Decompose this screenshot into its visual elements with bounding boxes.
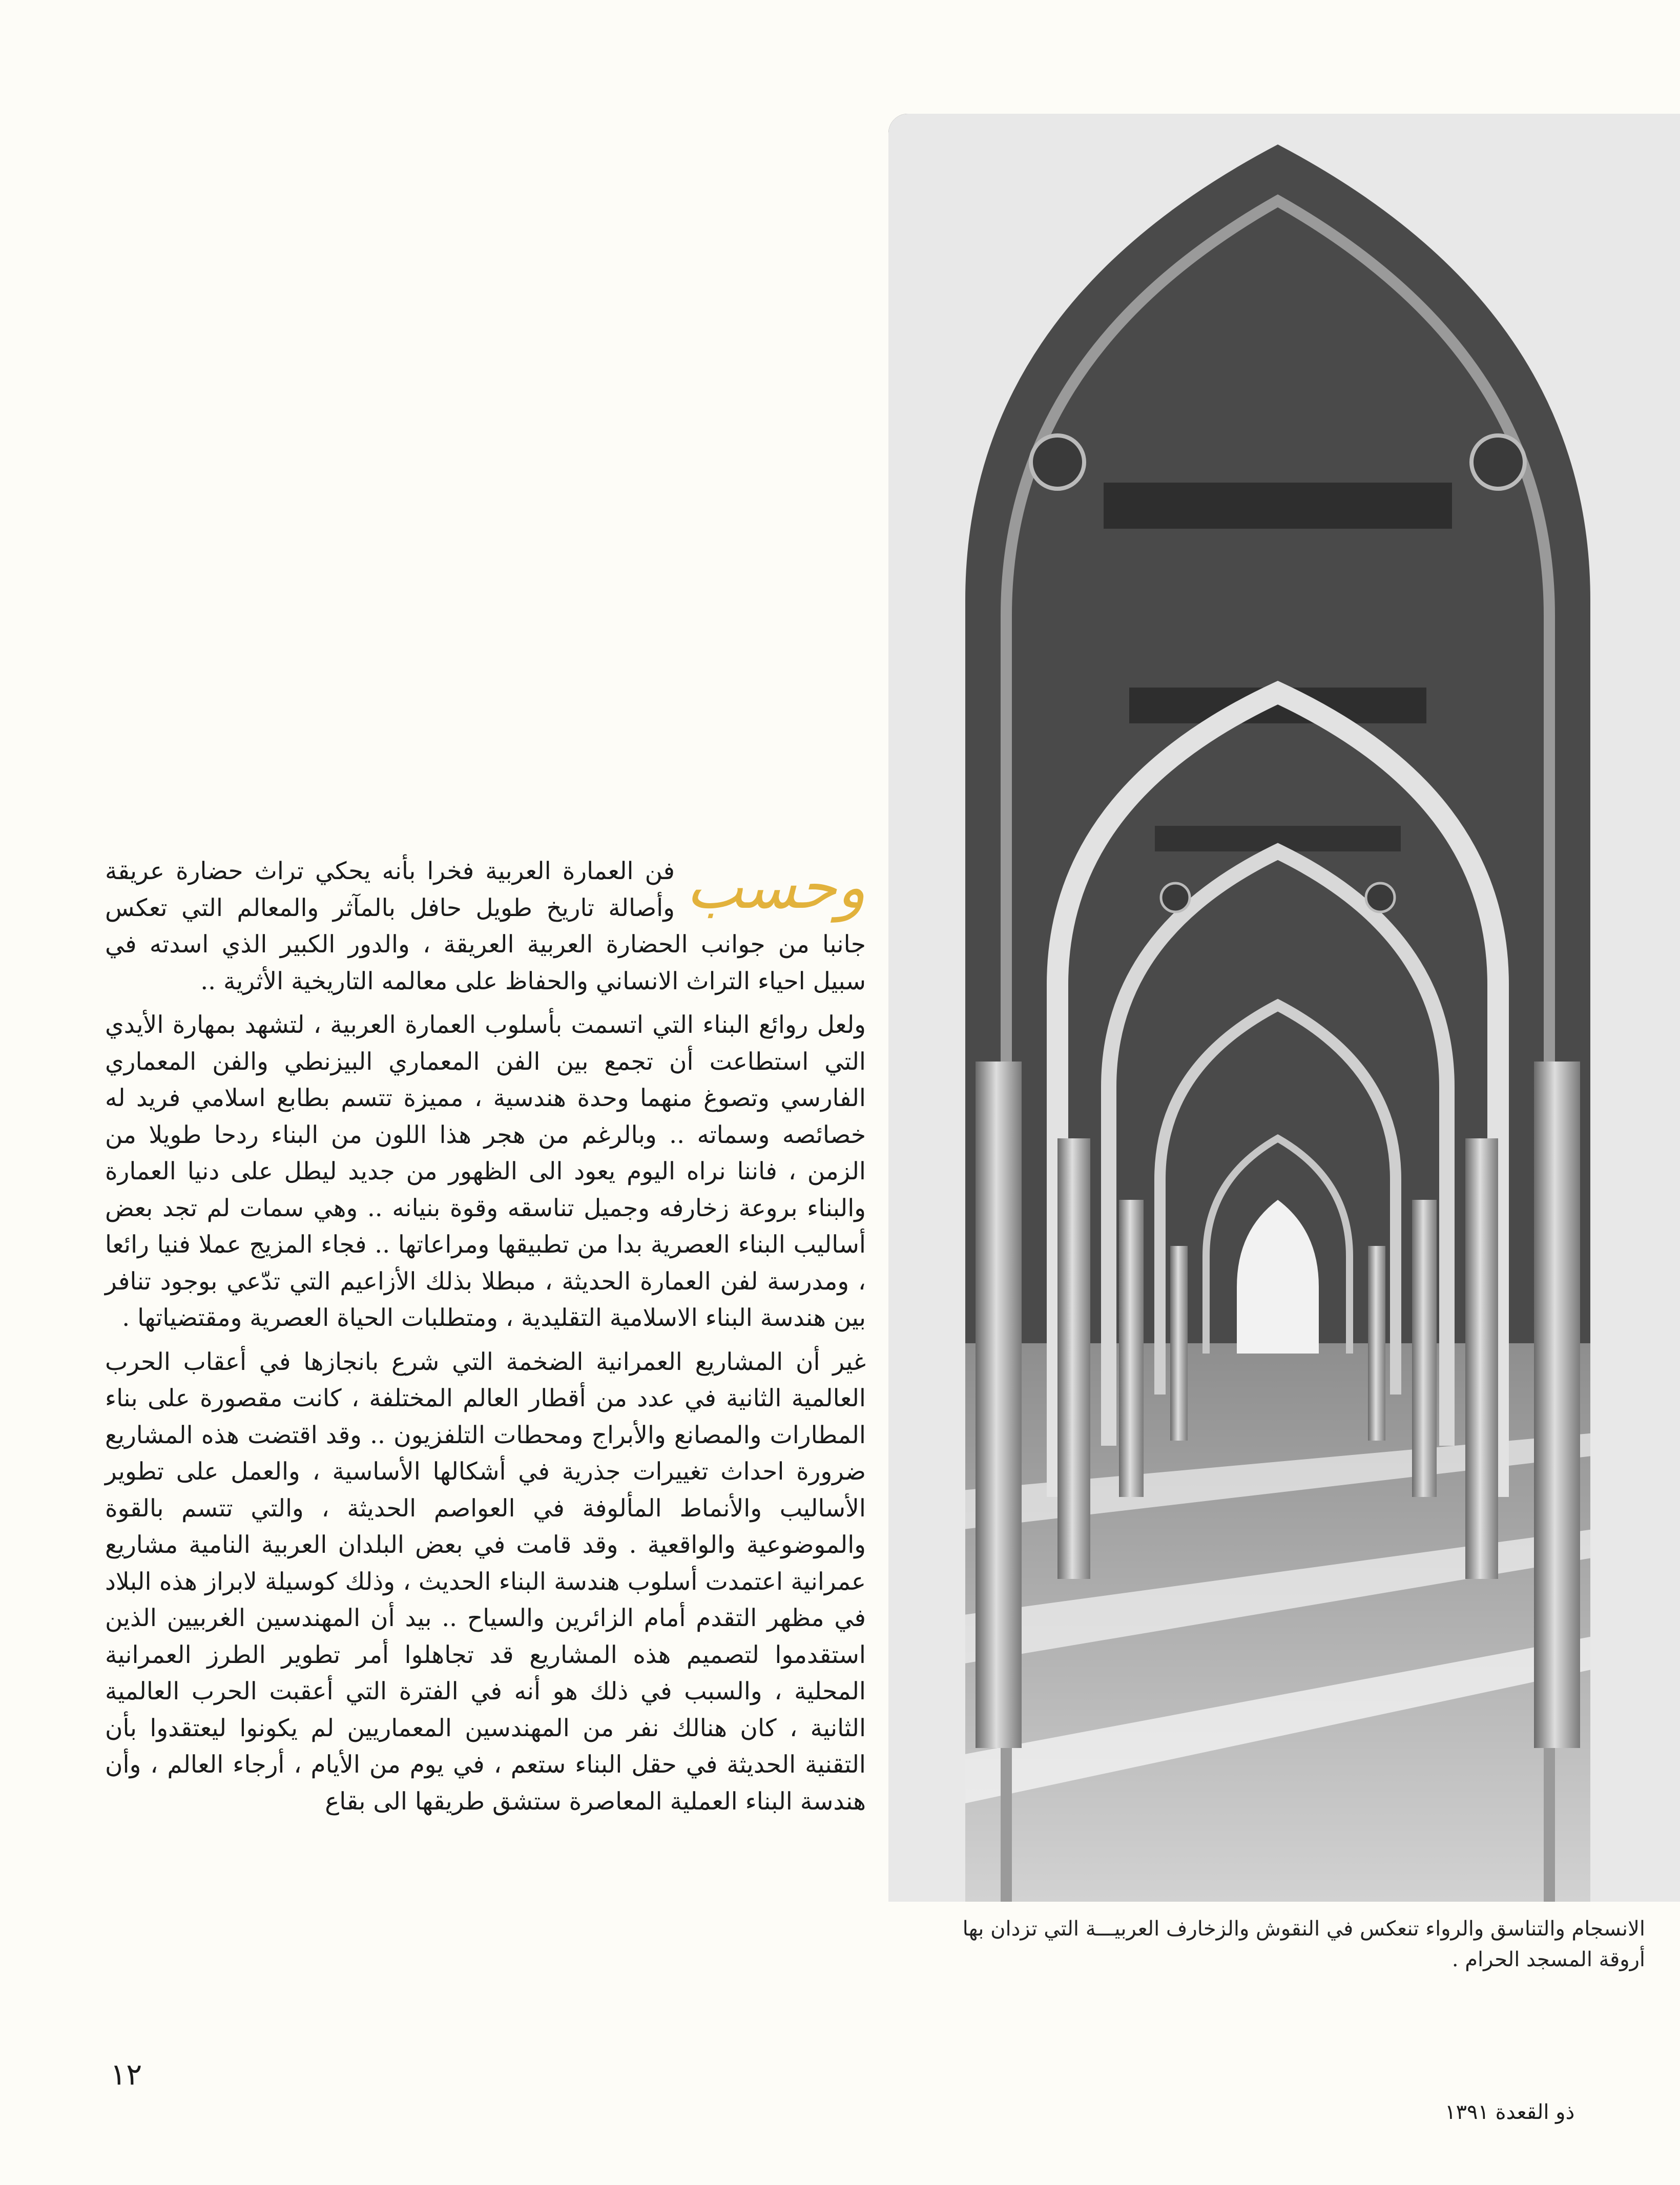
caption-line-2: أروقة المسجد الحرام .	[1451, 1948, 1645, 1971]
arcade-illustration	[888, 114, 1680, 1902]
article-paragraph-3: غير أن المشاريع العمرانية الضخمة التي شرع بانجازها في أعقاب الحرب العالمية الثانية في عدد من أقطار العالم المختلفة ، كانت مقصورة على بناء المطارات والمصانع والأبراج ومحطات التلفزيون .. وقد اقتضت هذه المشاريع ضرورة احداث تغييرات جذرية في أشكالها الأساسية ، والعمل على تطوير الأساليب والأنماط المألوفة في العواصم الحديثة ، والتي تتسم بالقوة والموضوعية والواقعية . وقد قامت في بعض البلدان العربية النامية مشاريع عمرانية اعتمدت أسلوب هندسة البناء الحديث ، وذلك كوسيلة لابراز هذه البلاد في مظهر التقدم أمام الزائرين والسياح .. بيد أن المهندسين الغربيين الذين استقدموا لتصميم هذه المشاريع قد تجاهلوا أمر تطوير الطرز العمرانية المحلية ، والسبب في ذلك هو أنه في الفترة التي أعقبت الحرب العالمية الثانية ، كان هنالك نفر من المهندسين المعماريين لم يكونوا ليعتقدوا بأن التقنية الحديثة في حقل البناء ستعم ، في يوم من الأيام ، أرجاء العالم ، وأن هندسة البناء العملية المعاصرة ستشق طريقها الى بقاع	[105, 1347, 866, 1816]
photo-caption	[889, 1913, 1645, 1975]
article-body	[105, 853, 866, 1820]
article-paragraph-1	[105, 853, 866, 1000]
article-paragraph-2: ولعل روائع البناء التي اتسمت بأسلوب العمارة العربية ، لتشهد بمهارة الأيدي التي استطاعت أن تجمع بين الفن المعماري البيزنطي والفن المعماري الفارسي وتصوغ منهما وحدة هندسية ، مميزة تتسم بطابع اسلامي فريد له خصائصه وسماته .. وبالرغم من هجر هذا اللون من البناء ردحا طويلا من الزمن ، فاننا نراه اليوم يعود الى الظهور من جديد ليطل على دنيا العمارة والبناء بروعة زخارفه وجميل تناسقه وقوة بنيانه .. وهي سمات لم تجد بعض أساليب البناء العصرية بدا من تطبيقها ومراعاتها .. فجاء المزيج عملا فنيا رائعا ، ومدرسة لفن العمارة الحديثة ، مبطلا بذلك الأزاعيم التي تدّعي بوجود تنافر بين هندسة البناء الاسلامية التقليدية ، ومتطلبات الحياة العصرية ومقتضياتها .	[105, 1011, 866, 1332]
paragraph-text: فن العمارة العربية فخرا بأنه يحكي تراث حضارة عريقة وأصالة تاريخ طويل حافل بالمآثر والمعالم التي تعكس جانبا من جوانب الحضارة العربية العريقة ، والدور الكبير الذي اسدته في سبيل احياء التراث الانساني والحفاظ على معالمه التاريخية الأثرية ..	[105, 857, 866, 995]
page-number: ١٢	[110, 2057, 142, 2092]
mosque-arcade-photo	[888, 114, 1680, 1902]
caption-line-1: الانسجام والتناسق والرواء تنعكس في النقوش والزخارف العربيـــة التي تزدان بها	[962, 1917, 1645, 1941]
drop-cap: وحسب	[686, 851, 866, 922]
issue-date: ذو القعدة ١٣٩١	[1445, 2100, 1575, 2124]
